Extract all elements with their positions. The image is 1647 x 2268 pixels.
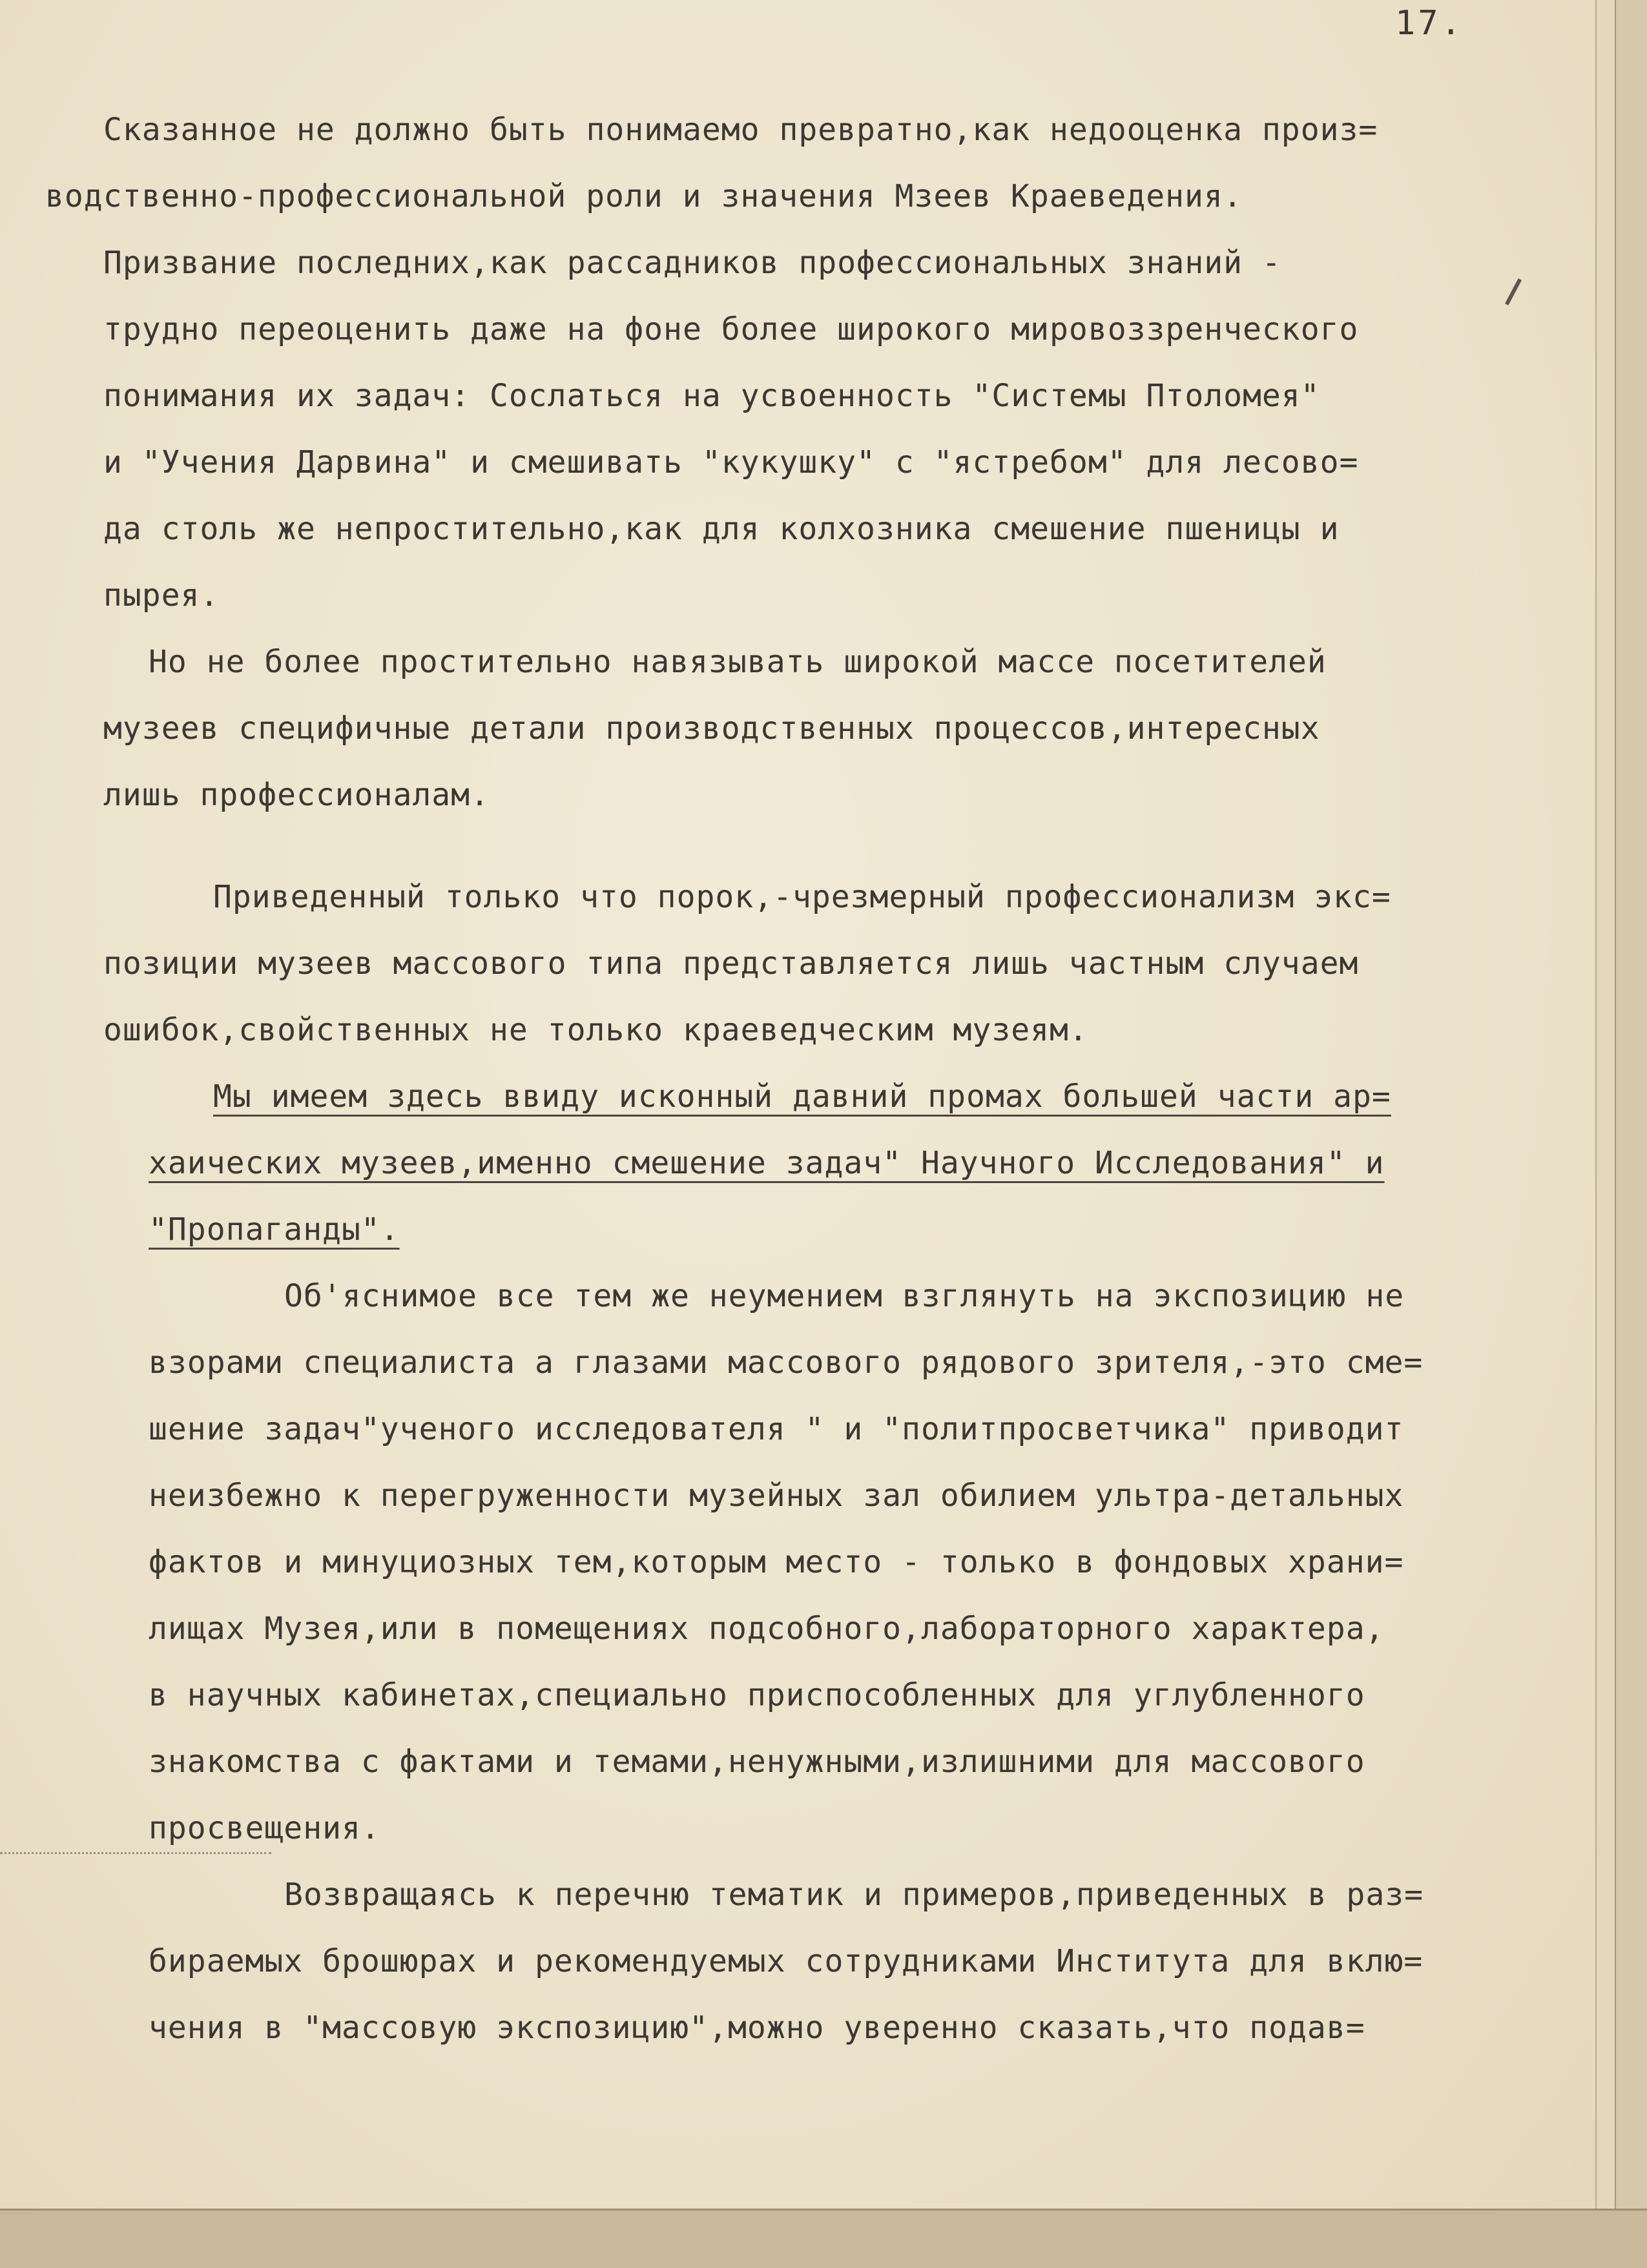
- text-line-content: лишь профессионалам.: [103, 777, 490, 813]
- text-line-content: Но не более простительно навязывать широкой массе посетителей: [149, 644, 1327, 680]
- text-line: [45, 864, 1569, 931]
- text-line: [45, 496, 1569, 562]
- text-line-content: позиции музеев массового типа представляется лишь частным случаем: [103, 945, 1359, 982]
- text-line: [45, 1463, 1569, 1529]
- text-line-content: хаических музеев,именно смешение задач" Научного Исследования" и: [149, 1145, 1385, 1181]
- page-number: 17.: [1395, 4, 1464, 43]
- page-edge-back: [1615, 0, 1647, 2234]
- text-line: [45, 1795, 1569, 1862]
- text-line: [45, 1130, 1569, 1197]
- text-line: [45, 163, 1569, 230]
- text-line: [45, 1263, 1569, 1330]
- text-line: [45, 997, 1569, 1064]
- text-line: [45, 1330, 1569, 1396]
- text-line: [45, 931, 1569, 997]
- text-line: [45, 296, 1569, 363]
- text-line-content: музеев специфичные детали производственных процессов,интересных: [103, 710, 1320, 747]
- text-line-content: знакомства с фактами и темами,ненужными,излишними для массового: [149, 1744, 1365, 1780]
- text-line-content: Призвание последних,как рассадников профессиональных знаний -: [103, 245, 1281, 281]
- document-body: [45, 97, 1569, 2061]
- paragraph-gap: [45, 829, 1569, 864]
- text-line: [45, 1729, 1569, 1795]
- text-line-content: Сказанное не должно быть понимаемо превратно,как недооценка произ=: [103, 112, 1378, 148]
- text-line: [45, 1396, 1569, 1463]
- text-line: [45, 230, 1569, 296]
- text-line: [45, 1064, 1569, 1130]
- text-line-content: понимания их задач: Сослаться на усвоенность "Системы Птоломея": [103, 378, 1320, 414]
- text-line-content: водственно-профессиональной роли и значения Мзеев Краеведения.: [45, 178, 1243, 214]
- text-line: [45, 97, 1569, 163]
- text-line: [45, 696, 1569, 762]
- text-line-content: лищах Музея,или в помещениях подсобного,лабораторного характера,: [149, 1611, 1385, 1647]
- text-line: [45, 1995, 1569, 2061]
- text-line-content: чения в "массовую экспозицию",можно уверенно сказать,что подав=: [149, 2010, 1365, 2046]
- text-line: [45, 429, 1569, 496]
- text-line: [45, 1596, 1569, 1662]
- text-line: [45, 562, 1569, 629]
- text-line: [45, 1928, 1569, 1995]
- text-line-content: ошибок,свойственных не только краеведческим музеям.: [103, 1012, 1088, 1048]
- text-line-content: трудно переоценить даже на фоне более широкого мировоззренческого: [103, 311, 1359, 347]
- page-edge-under: [1595, 0, 1616, 2222]
- text-line-content: шение задач"ученого исследователя " и "политпросветчика" приводит: [149, 1411, 1404, 1447]
- text-line-content: просвещения.: [149, 1810, 380, 1846]
- text-line-content: Возвращаясь к перечню тематик и примеров,приведенных в раз=: [284, 1877, 1424, 1913]
- text-line: [45, 1662, 1569, 1729]
- text-line-content: пырея.: [103, 577, 220, 613]
- text-line: [45, 363, 1569, 429]
- text-line: [45, 762, 1569, 829]
- text-line-content: Приведенный только что порок,-чрезмерный профессионализм экс=: [213, 879, 1391, 915]
- text-line: [45, 1862, 1569, 1928]
- text-line-content: неизбежно к перегруженности музейных зал обилием ультра-детальных: [149, 1478, 1404, 1514]
- text-line-content: в научных кабинетах,специально приспособленных для углубленного: [149, 1677, 1365, 1713]
- text-line-content: "Пропаганды".: [149, 1211, 400, 1248]
- text-line-content: и "Учения Дарвина" и смешивать "кукушку" с "ястребом" для лесово=: [103, 444, 1359, 480]
- text-line: [45, 1197, 1569, 1263]
- text-line-content: взорами специалиста а глазами массового рядового зрителя,-это сме=: [149, 1345, 1424, 1381]
- text-line: [45, 629, 1569, 696]
- text-line-content: Мы имеем здесь ввиду исконный давний промах большей части ар=: [213, 1078, 1391, 1115]
- text-line-content: фактов и минуциозных тем,которым место - только в фондовых храни=: [149, 1544, 1404, 1580]
- text-line-content: бираемых брошюрах и рекомендуемых сотрудниками Института для вклю=: [149, 1943, 1424, 1979]
- text-line-content: Об'яснимое все тем же неумением взглянуть на экспозицию не: [284, 1278, 1405, 1314]
- bottom-page-stack: [0, 2209, 1647, 2268]
- text-line: [45, 1529, 1569, 1596]
- text-line-content: да столь же непростительно,как для колхозника смешение пшеницы и: [103, 511, 1340, 547]
